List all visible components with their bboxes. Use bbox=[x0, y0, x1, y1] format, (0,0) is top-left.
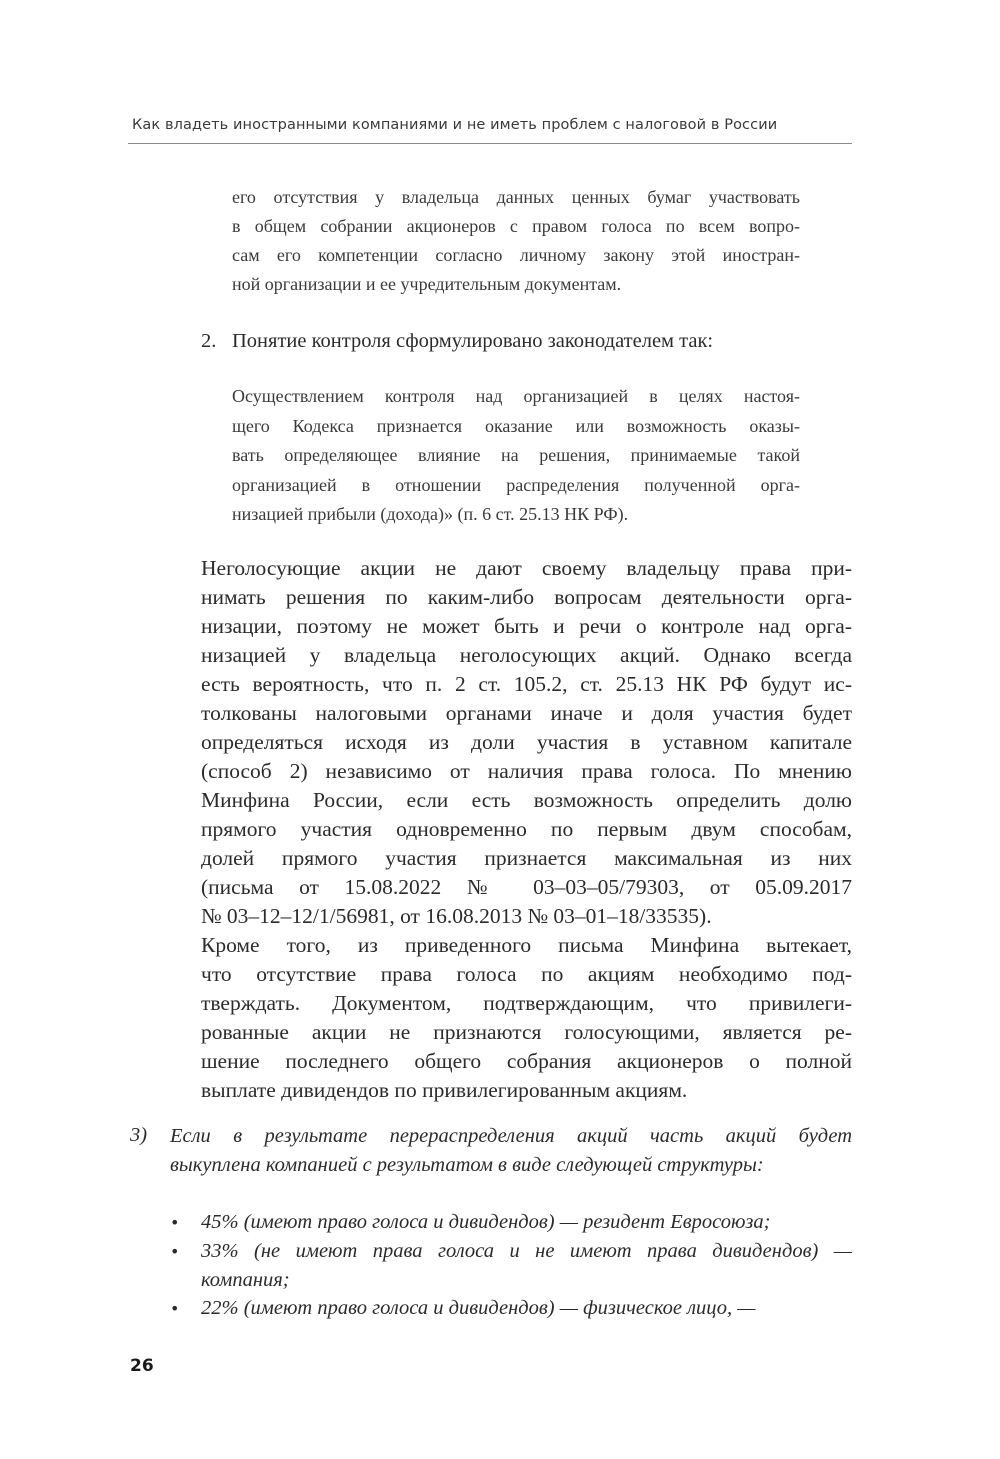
quote-line: организацией в отношении распределения полученной орга- bbox=[232, 475, 800, 495]
bullet-line: 33% (не имеют права голоса и не имеют права дивидендов) — bbox=[201, 1240, 852, 1262]
quote-line: щего Кодекса признается оказание или возможность оказы- bbox=[232, 416, 800, 436]
body-line: (способ 2) независимо от наличия права голоса. По мнению bbox=[201, 759, 852, 783]
body-line: Неголосующие акции не дают своему владельцу права при- bbox=[201, 556, 852, 580]
bullet-line: 45% (имеют право голоса и дивидендов) — резидент Евросоюза; bbox=[201, 1211, 771, 1233]
item-3-line: Если в результате перераспределения акций часть акций будет bbox=[170, 1125, 852, 1147]
body-line: тверждать. Документом, подтверждающим, что привилеги- bbox=[201, 991, 852, 1015]
body-line: нимать решения по каким-либо вопросам деятельности орга- bbox=[201, 585, 852, 609]
body-line: прямого участия одновременно по первым двум способам, bbox=[201, 817, 852, 841]
quote-line: низацией прибыли (дохода)» (п. 6 ст. 25.13 НК РФ). bbox=[232, 504, 629, 524]
body-line: рованные акции не признаются голосующими, является ре- bbox=[201, 1020, 852, 1044]
bullet-marker: • bbox=[170, 1213, 180, 1232]
bullet-line: 22% (имеют право голоса и дивидендов) — физическое лицо, — bbox=[201, 1297, 756, 1319]
body-line: Кроме того, из приведенного письма Минфина вытекает, bbox=[201, 933, 852, 957]
quote-line: сам его компетенции согласно личному закону этой иностран- bbox=[232, 245, 800, 265]
body-line: определяться исходя из доли участия в уставном капитале bbox=[201, 730, 852, 754]
body-line: Минфина России, если есть возможность определить долю bbox=[201, 788, 852, 812]
header-rule bbox=[128, 143, 852, 144]
body-line: толкованы налоговыми органами иначе и доля участия будет bbox=[201, 701, 852, 725]
item-3-line: выкуплена компанией с результатом в виде следующей структуры: bbox=[170, 1154, 764, 1176]
page-number: 26 bbox=[130, 1356, 154, 1376]
item-3-number: 3) bbox=[130, 1124, 148, 1146]
quote-line: Осуществлением контроля над организацией в целях настоя- bbox=[232, 386, 800, 406]
bullet-marker: • bbox=[170, 1299, 180, 1318]
bullet-line: компания; bbox=[201, 1269, 290, 1291]
body-line: низации, поэтому не может быть и речи о контроле над орга- bbox=[201, 614, 852, 638]
item-2-text: Понятие контроля сформулировано законодателем так: bbox=[232, 330, 714, 352]
body-line: № 03–12–12/1/56981, от 16.08.2013 № 03–01–18/33535). bbox=[201, 904, 712, 928]
body-line: выплате дивидендов по привилегированным акциям. bbox=[201, 1078, 688, 1102]
bullet-marker: • bbox=[170, 1242, 180, 1261]
running-header: Как владеть иностранными компаниями и не иметь проблем с налоговой в России bbox=[132, 117, 778, 133]
quote-line: вать определяющее влияние на решения, принимаемые такой bbox=[232, 445, 800, 465]
quote-line: в общем собрании акционеров с правом голоса по всем вопро- bbox=[232, 216, 800, 236]
item-2-number: 2. bbox=[201, 330, 217, 352]
body-line: что отсутствие права голоса по акциям необходимо под- bbox=[201, 962, 852, 986]
quote-line: его отсутствия у владельца данных ценных бумаг участвовать bbox=[232, 187, 800, 207]
body-line: есть вероятность, что п. 2 ст. 105.2, ст. 25.13 НК РФ будут ис- bbox=[201, 672, 852, 696]
quote-line: ной организации и ее учредительным документам. bbox=[232, 274, 622, 294]
body-line: шение последнего общего собрания акционеров о полной bbox=[201, 1049, 852, 1073]
body-line: низацией у владельца неголосующих акций. Однако всегда bbox=[201, 643, 852, 667]
body-line: (письма от 15.08.2022 № 03–03–05/79303, от 05.09.2017 bbox=[201, 875, 852, 899]
body-line: долей прямого участия признается максимальная из них bbox=[201, 846, 852, 870]
